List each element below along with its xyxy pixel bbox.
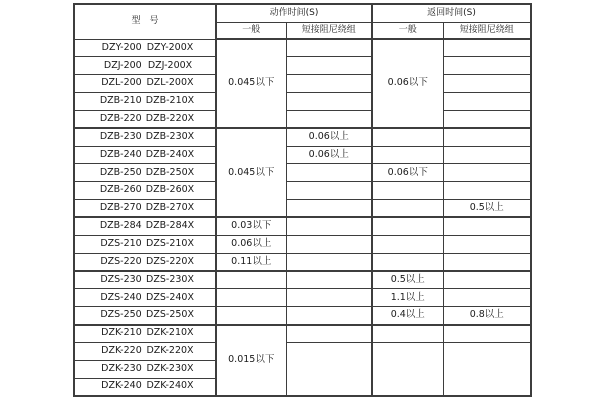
model-cell [74, 235, 216, 253]
return-general-cell: 0.06以下 [372, 164, 443, 182]
table-body [74, 39, 531, 396]
return-damping-cell [443, 289, 531, 307]
action-damping-cell [286, 253, 372, 271]
model-primary: DZS-240 [100, 291, 142, 303]
header-model: 型 号 [74, 4, 216, 39]
model-cell [74, 93, 216, 111]
model-variant: DZB-270X [145, 202, 195, 214]
model-variant: DZB-260X [145, 184, 195, 196]
model-variant: DZK-210X [146, 327, 194, 339]
model-variant: DZB-240X [145, 148, 195, 160]
return-damping-cell [443, 164, 531, 182]
table-row [74, 342, 531, 360]
model-variant: DZS-210X [146, 237, 194, 249]
return-damping-cell [443, 39, 531, 57]
model-cell [74, 75, 216, 93]
model-primary: DZK-230 [101, 362, 142, 374]
model-primary: DZS-220 [100, 255, 142, 267]
model-cell [74, 110, 216, 128]
table-row [74, 271, 531, 289]
model-primary: DZB-260 [99, 184, 142, 196]
return-damping-cell [443, 325, 531, 343]
model-variant: DZB-250X [145, 166, 195, 178]
return-damping-cell [443, 57, 531, 75]
model-primary: DZL-200 [101, 77, 142, 89]
return-damping-cell [443, 271, 531, 289]
model-primary: DZK-220 [101, 345, 142, 357]
model-cell [74, 307, 216, 325]
header-row-groups [74, 4, 531, 23]
model-variant: DZB-284X [145, 220, 195, 232]
return-general-cell [372, 253, 443, 271]
model-cell [74, 360, 216, 378]
action-damping-cell [286, 200, 372, 218]
return-general-cell [372, 235, 443, 253]
model-cell [74, 39, 216, 57]
action-damping-cell [286, 57, 372, 75]
table-row [74, 200, 531, 218]
action-damping-cell [286, 325, 372, 343]
model-primary: DZB-210 [99, 95, 142, 107]
table-row [74, 307, 531, 325]
model-primary: DZY-200 [101, 41, 142, 53]
table-row [74, 164, 531, 182]
model-cell [74, 253, 216, 271]
return-damping-cell [443, 128, 531, 146]
table-row [74, 325, 531, 343]
model-variant: DZS-230X [146, 273, 194, 285]
return-damping-cell [443, 217, 531, 235]
table-row [74, 182, 531, 200]
table-row [74, 57, 531, 75]
action-damping-cell [286, 307, 372, 325]
model-variant: DZB-220X [145, 112, 195, 124]
table-row [74, 93, 531, 111]
model-variant: DZY-200X [146, 41, 194, 53]
model-cell [74, 325, 216, 343]
action-damping-cell [286, 182, 372, 200]
model-primary: DZS-230 [100, 273, 142, 285]
return-damping-cell [443, 110, 531, 128]
model-primary: DZB-230 [99, 131, 142, 143]
return-general-cell [372, 217, 443, 235]
action-general-cell: 0.11以上 [216, 253, 286, 271]
action-damping-cell [286, 110, 372, 128]
model-variant: DZK-240X [146, 380, 194, 392]
return-general-cell [372, 342, 443, 396]
return-damping-cell [443, 253, 531, 271]
header-return-damping: 短接阻尼绕组 [443, 23, 531, 40]
model-cell [74, 217, 216, 235]
model-primary: DZS-210 [100, 237, 142, 249]
model-cell [74, 182, 216, 200]
action-damping-cell: 0.06以上 [286, 146, 372, 164]
header-action-time: 动作时间(S) [216, 4, 372, 23]
model-primary: DZS-250 [100, 309, 142, 321]
action-damping-cell [286, 75, 372, 93]
return-general-cell: 0.5以上 [372, 271, 443, 289]
table-row [74, 39, 531, 57]
model-cell [74, 128, 216, 146]
model-primary: DZB-250 [99, 166, 142, 178]
action-damping-cell [286, 217, 372, 235]
model-variant: DZJ-200X [147, 59, 193, 71]
return-general-cell [372, 200, 443, 218]
relay-timing-table [73, 3, 532, 397]
table-row [74, 235, 531, 253]
return-damping-cell [443, 342, 531, 396]
header-action-general: 一般 [216, 23, 286, 40]
return-general-cell: 0.06以下 [372, 39, 443, 128]
table-row [74, 110, 531, 128]
model-cell [74, 146, 216, 164]
model-variant: DZS-240X [146, 291, 194, 303]
model-variant: DZL-200X [146, 77, 194, 89]
model-primary: DZB-220 [99, 112, 142, 124]
header-return-time: 返回时间(S) [372, 4, 531, 23]
action-general-cell [216, 271, 286, 289]
model-primary: DZJ-200 [103, 59, 142, 71]
model-primary: DZK-210 [101, 327, 142, 339]
action-general-cell: 0.03以下 [216, 217, 286, 235]
model-cell [74, 289, 216, 307]
model-cell [74, 200, 216, 218]
return-damping-cell [443, 146, 531, 164]
action-damping-cell [286, 235, 372, 253]
model-primary: DZB-240 [99, 148, 142, 160]
model-cell [74, 57, 216, 75]
model-variant: DZK-220X [146, 345, 194, 357]
model-variant: DZB-210X [145, 95, 195, 107]
model-variant: DZB-230X [145, 131, 195, 143]
return-general-cell [372, 325, 443, 343]
table-row [74, 146, 531, 164]
action-general-cell [216, 289, 286, 307]
return-damping-cell [443, 93, 531, 111]
model-variant: DZK-230X [146, 362, 194, 374]
header-return-general: 一般 [372, 23, 443, 40]
return-damping-cell [443, 182, 531, 200]
return-general-cell [372, 128, 443, 146]
action-general-cell [216, 307, 286, 325]
return-damping-cell [443, 75, 531, 93]
table-row [74, 253, 531, 271]
action-general-cell: 0.045以下 [216, 39, 286, 128]
action-damping-cell [286, 289, 372, 307]
table-row [74, 289, 531, 307]
model-variant: DZS-250X [146, 309, 194, 321]
model-variant: DZS-220X [146, 255, 194, 267]
table-header [74, 4, 531, 39]
return-general-cell [372, 182, 443, 200]
action-general-cell: 0.015以下 [216, 325, 286, 396]
model-cell [74, 378, 216, 396]
model-primary: DZB-284 [99, 220, 142, 232]
action-damping-cell [286, 271, 372, 289]
table-row [74, 75, 531, 93]
table-row [74, 128, 531, 146]
action-damping-cell [286, 93, 372, 111]
action-damping-cell [286, 39, 372, 57]
action-damping-cell [286, 164, 372, 182]
return-general-cell [372, 146, 443, 164]
model-primary: DZB-270 [99, 202, 142, 214]
action-general-cell: 0.045以下 [216, 128, 286, 217]
model-primary: DZK-240 [101, 380, 142, 392]
action-damping-cell [286, 342, 372, 396]
return-damping-cell: 0.5以上 [443, 200, 531, 218]
model-cell [74, 271, 216, 289]
return-damping-cell: 0.8以上 [443, 307, 531, 325]
return-general-cell: 0.4以上 [372, 307, 443, 325]
return-general-cell: 1.1以上 [372, 289, 443, 307]
return-damping-cell [443, 235, 531, 253]
model-cell [74, 342, 216, 360]
model-cell [74, 164, 216, 182]
header-action-damping: 短接阻尼绕组 [286, 23, 372, 40]
table-row [74, 217, 531, 235]
action-damping-cell: 0.06以上 [286, 128, 372, 146]
action-general-cell: 0.06以上 [216, 235, 286, 253]
